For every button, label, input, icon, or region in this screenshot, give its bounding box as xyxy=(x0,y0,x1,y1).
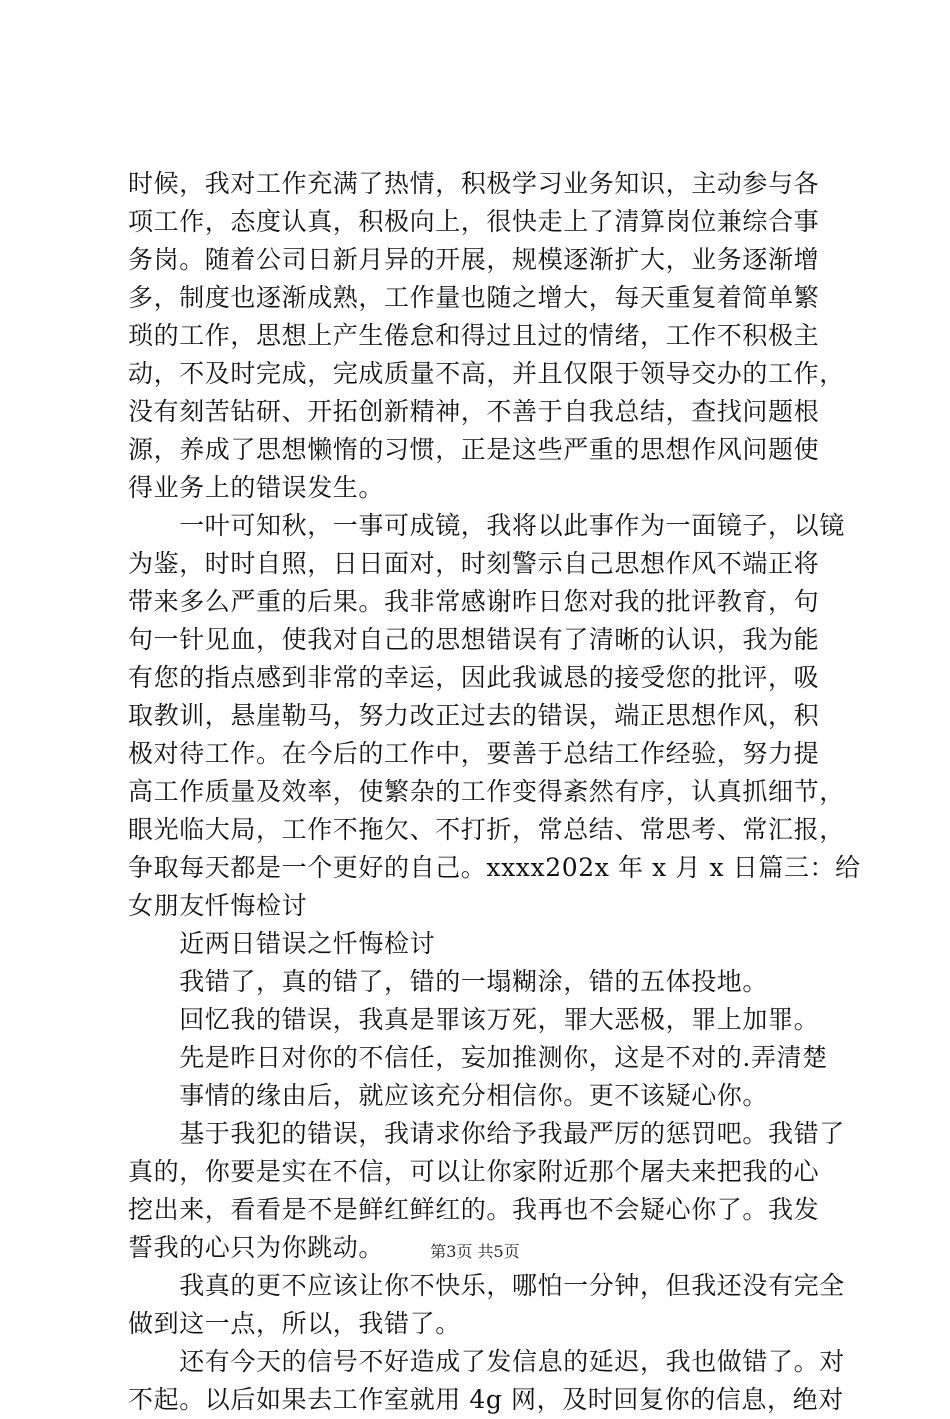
text-line: 务岗。随着公司日新月异的开展，规模逐渐扩大，业务逐渐增 xyxy=(128,245,820,274)
page-indicator: 第3页 共5页 xyxy=(430,1242,520,1261)
text-line: 事情的缘由后，就应该充分相信你。更不该疑心你。 xyxy=(128,1081,769,1110)
text-line: 项工作，态度认真，积极向上，很快走上了清算岗位兼综合事 xyxy=(128,207,820,236)
document-body xyxy=(128,165,861,1419)
text-line: 源，养成了思想懒惰的习惯，正是这些严重的思想作风问题使 xyxy=(128,435,820,464)
text-line: 极对待工作。在今后的工作中，要善于总结工作经验，努力提 xyxy=(128,739,820,768)
text-line: 为鉴，时时自照，日日面对，时刻警示自己思想作风不端正将 xyxy=(128,549,820,578)
text-line: 挖出来，看看是不是鲜红鲜红的。我再也不会疑心你了。我发 xyxy=(128,1195,820,1224)
text-line: 做到这一点，所以，我错了。 xyxy=(128,1309,461,1338)
text-line: 句一针见血，使我对自己的思想错误有了清晰的认识，我为能 xyxy=(128,625,820,654)
text-line: 先是昨日对你的不信任，妄加推测你，这是不对的.弄清楚 xyxy=(128,1043,828,1072)
text-line: 没有刻苦钻研、开拓创新精神，不善于自我总结，查找问题根 xyxy=(128,397,820,426)
text-line: 我错了，真的错了，错的一塌糊涂，错的五体投地。 xyxy=(128,967,769,996)
page-footer xyxy=(0,1242,950,1262)
text-line: 真的，你要是实在不信，可以让你家附近那个屠夫来把我的心 xyxy=(128,1157,820,1186)
text-line: 高工作质量及效率，使繁杂的工作变得紊然有序，认真抓细节， xyxy=(128,777,845,806)
text-line: 还有今天的信号不好造成了发信息的延迟，我也做错了。对 xyxy=(128,1347,845,1376)
text-line: 动，不及时完成，完成质量不高，并且仅限于领导交办的工作， xyxy=(128,359,845,388)
text-line: 取教训，悬崖勒马，努力改正过去的错误，端正思想作风，积 xyxy=(128,701,820,730)
text-line: 不起。以后如果去工作室就用 4g 网，及时回复你的信息，绝对 xyxy=(128,1385,844,1414)
text-line: 带来多么严重的后果。我非常感谢昨日您对我的批评教育，句 xyxy=(128,587,820,616)
text-line: 女朋友忏悔检讨 xyxy=(128,891,308,920)
text-line: 得业务上的错误发生。 xyxy=(128,473,385,502)
text-line: 琐的工作，思想上产生倦怠和得过且过的情绪，工作不积极主 xyxy=(128,321,820,350)
text-line: 一叶可知秋，一事可成镜，我将以此事作为一面镜子，以镜 xyxy=(128,511,845,540)
text-line: 时候，我对工作充满了热情，积极学习业务知识，主动参与各 xyxy=(128,169,820,198)
text-line: 眼光临大局，工作不拖欠、不打折，常总结、常思考、常汇报， xyxy=(128,815,845,844)
text-line: 多，制度也逐渐成熟，工作量也随之增大，每天重复着简单繁 xyxy=(128,283,820,312)
text-line: 争取每天都是一个更好的自己。xxxx202x 年 x 月 x 日篇三：给 xyxy=(128,853,861,882)
text-line: 基于我犯的错误，我请求你给予我最严厉的惩罚吧。我错了 xyxy=(128,1119,845,1148)
text-line: 我真的更不应该让你不快乐，哪怕一分钟，但我还没有完全 xyxy=(128,1271,845,1300)
text-line: 誓我的心只为你跳动。 xyxy=(128,1233,385,1262)
text-line: 有您的指点感到非常的幸运，因此我诚恳的接受您的批评，吸 xyxy=(128,663,820,692)
text-line: 近两日错误之忏悔检讨 xyxy=(128,929,436,958)
text-line: 回忆我的错误，我真是罪该万死，罪大恶极，罪上加罪。 xyxy=(128,1005,820,1034)
